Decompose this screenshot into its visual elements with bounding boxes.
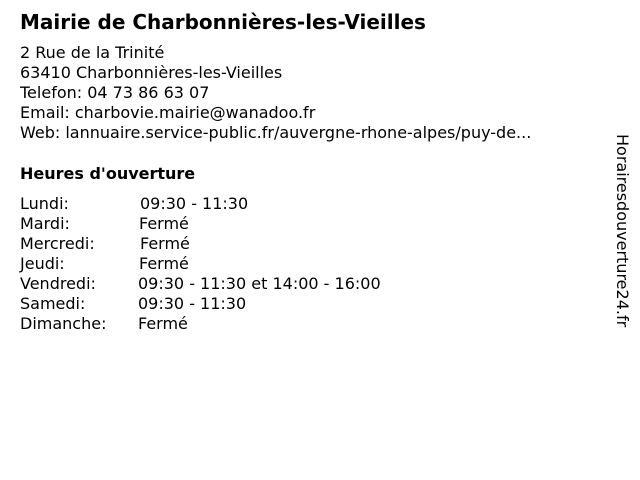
hours-value: Fermé	[139, 214, 189, 233]
street-address: 2 Rue de la Trinité	[20, 43, 165, 62]
day-label: Mercredi:	[20, 234, 95, 253]
hours-value: 09:30 - 11:30	[138, 294, 247, 313]
hours-value: Fermé	[138, 314, 188, 333]
hours-value: 09:30 - 11:30	[140, 194, 249, 213]
day-label: Mardi:	[20, 214, 70, 233]
hours-value: Fermé	[139, 254, 189, 273]
day-label: Vendredi:	[20, 274, 96, 293]
hours-heading: Heures d'ouverture	[20, 164, 196, 183]
address-block	[20, 43, 531, 143]
day-label: Dimanche:	[20, 314, 107, 333]
day-label: Lundi:	[20, 194, 69, 213]
day-label: Jeudi:	[20, 254, 65, 273]
page-title: Mairie de Charbonnières-les-Vieilles	[20, 10, 426, 34]
email-line: Email: charbovie.mairie@wanadoo.fr	[20, 103, 316, 122]
phone-line: Telefon: 04 73 86 63 07	[20, 83, 210, 102]
city-line: 63410 Charbonnières-les-Vieilles	[20, 63, 283, 82]
site-watermark: Horairesdouverture24.fr	[613, 134, 632, 328]
web-line: Web: lannuaire.service-public.fr/auvergne-rhone-alpes/puy-de...	[20, 123, 532, 142]
hours-value: Fermé	[140, 234, 190, 253]
day-label: Samedi:	[20, 294, 86, 313]
hours-value: 09:30 - 11:30 et 14:00 - 16:00	[138, 274, 381, 293]
